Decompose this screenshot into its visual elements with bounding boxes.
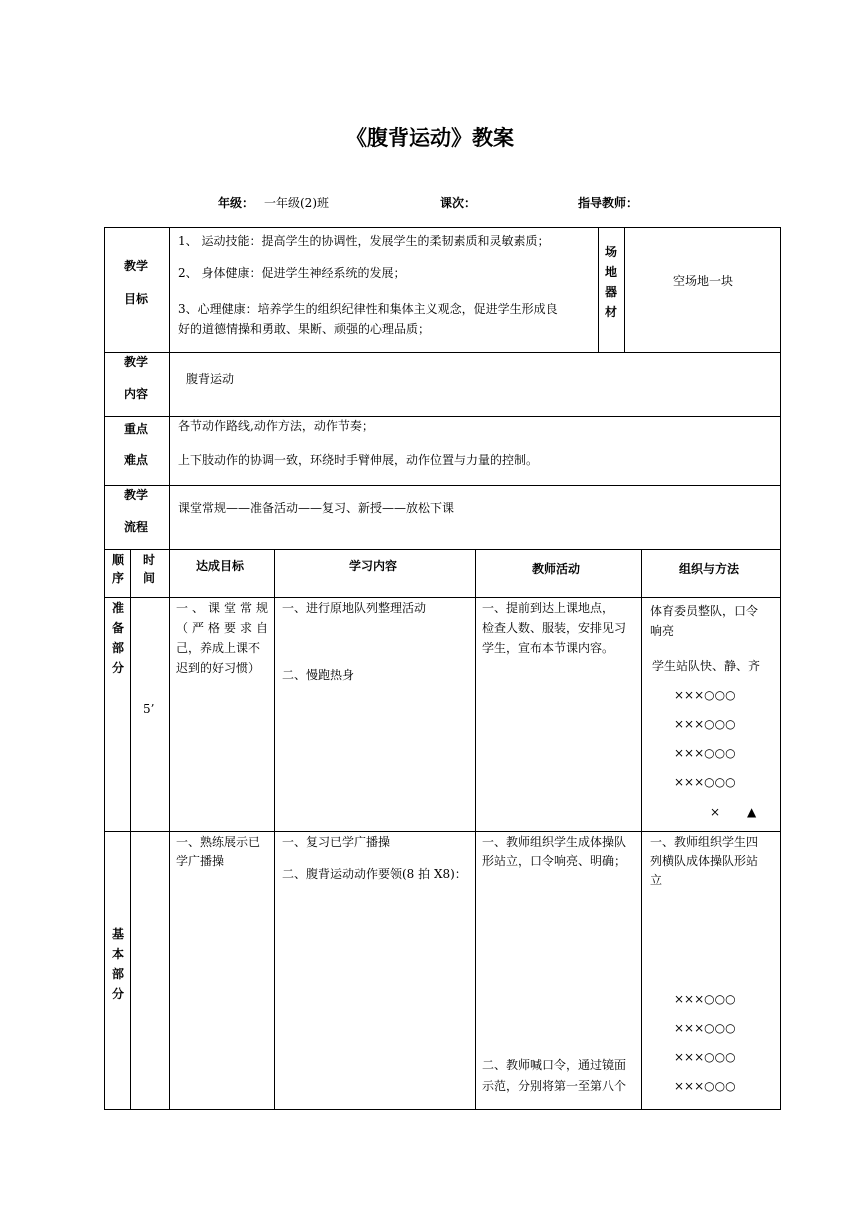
basic-teacher-1-line: 一、教师组织学生成体操队 bbox=[482, 835, 627, 849]
formation-row: ×××○○○ bbox=[674, 1021, 736, 1035]
formation-triangle-mark: ▲ bbox=[747, 805, 757, 819]
basic-org-line: 列横队成体操队形站 bbox=[650, 854, 759, 868]
prep-goal-line: 一、课堂常规 bbox=[176, 601, 268, 615]
col-divider bbox=[641, 549, 642, 1110]
flow-value: 课堂常规——准备活动——复习、新授——放松下课 bbox=[178, 501, 455, 515]
basic-teacher-1-line: 形站立，口令响亮、明确； bbox=[482, 854, 627, 868]
keypoints-line1: 各节动作路线,动作方法，动作节奏； bbox=[178, 419, 374, 433]
basic-label-char: 部 bbox=[112, 967, 125, 981]
col-divider bbox=[169, 549, 170, 1110]
prep-org-line: 响亮 bbox=[650, 624, 675, 638]
row-divider bbox=[104, 831, 781, 832]
teacher-label: 指导教师： bbox=[578, 196, 639, 210]
basic-learn-2: 二、腹背运动动作要领(8 拍 X8)： bbox=[282, 867, 467, 881]
basic-label-char: 本 bbox=[112, 947, 125, 961]
content-label-line1: 教学 bbox=[124, 355, 149, 369]
goal-item-3-line2: 好的道德情操和勇敢、果断、顽强的心理品质； bbox=[178, 322, 431, 336]
equipment-value: 空场地一块 bbox=[672, 274, 733, 288]
basic-org-line: 一、教师组织学生四 bbox=[650, 835, 759, 849]
goal-item-3-line1: 3、心理健康：培养学生的组织纪律性和集体主义观念，促进学生形成良 bbox=[178, 302, 558, 316]
col-header-time: 时 bbox=[143, 553, 156, 567]
equipment-label-char: 地 bbox=[605, 265, 618, 279]
goals-label-line2: 目标 bbox=[124, 292, 149, 306]
row-divider bbox=[104, 485, 781, 486]
content-value: 腹背运动 bbox=[186, 372, 235, 386]
col-divider bbox=[475, 549, 476, 1110]
content-label-line2: 内容 bbox=[124, 387, 149, 401]
basic-goal-line: 学广播操 bbox=[176, 854, 225, 868]
grade-value: 一年级(2)班 bbox=[264, 196, 329, 210]
formation-row: ×××○○○ bbox=[674, 717, 736, 731]
goal-item-1: 1、 运动技能：提高学生的协调性，发展学生的柔韧素质和灵敏素质； bbox=[178, 234, 550, 248]
basic-label-char: 分 bbox=[112, 987, 125, 1001]
prep-label-char: 分 bbox=[112, 661, 125, 675]
prep-goal-line: 迟到的好习惯） bbox=[176, 661, 261, 675]
prep-teacher-line: 学生，宣布本节课内容。 bbox=[482, 641, 615, 655]
goals-label-line1: 教学 bbox=[124, 259, 149, 273]
col-header-order: 序 bbox=[112, 571, 125, 585]
equipment-label-char: 场 bbox=[605, 245, 618, 259]
row-divider bbox=[104, 549, 781, 550]
basic-label-char: 基 bbox=[112, 927, 125, 941]
col-header-order: 顺 bbox=[112, 553, 125, 567]
prep-goal-line: （严格要求自 bbox=[176, 621, 268, 635]
formation-row: ×××○○○ bbox=[674, 775, 736, 789]
page-title: 《腹背运动》教案 bbox=[346, 126, 514, 150]
prep-time: 5’ bbox=[143, 702, 155, 716]
formation-teacher-mark: × bbox=[710, 805, 721, 819]
col-header-org: 组织与方法 bbox=[679, 562, 740, 576]
grade-label: 年级： bbox=[218, 196, 255, 210]
formation-row: ×××○○○ bbox=[674, 746, 736, 760]
prep-label-char: 备 bbox=[112, 621, 125, 635]
basic-learn-1: 一、复习已学广播操 bbox=[282, 835, 391, 849]
keypoints-line2: 上下肢动作的协调一致，环绕时手臂伸展，动作位置与力量的控制。 bbox=[178, 453, 539, 467]
prep-label-char: 部 bbox=[112, 641, 125, 655]
formation-row: ×××○○○ bbox=[674, 688, 736, 702]
col-divider bbox=[598, 227, 599, 352]
prep-learn-2: 二、慢跑热身 bbox=[282, 668, 355, 682]
basic-goal-line: 一、熟练展示已 bbox=[176, 835, 261, 849]
prep-goal-line: 己，养成上课不 bbox=[176, 641, 261, 655]
prep-org-note: 学生站队快、静、齐 bbox=[652, 659, 761, 673]
goal-item-2: 2、 身体健康：促进学生神经系统的发展； bbox=[178, 266, 406, 280]
col-divider bbox=[274, 549, 275, 1110]
flow-label-line2: 流程 bbox=[124, 520, 149, 534]
keypoints-label-line2: 难点 bbox=[124, 453, 149, 467]
equipment-label-char: 器 bbox=[605, 285, 618, 299]
lesson-label: 课次： bbox=[440, 196, 477, 210]
prep-org-line: 体育委员整队，口令 bbox=[650, 604, 759, 618]
prep-label-char: 准 bbox=[112, 601, 125, 615]
col-header-goal: 达成目标 bbox=[196, 559, 245, 573]
formation-row: ×××○○○ bbox=[674, 1079, 736, 1093]
col-header-teacher: 教师活动 bbox=[532, 562, 581, 576]
row-divider bbox=[104, 352, 781, 353]
keypoints-label-line1: 重点 bbox=[124, 422, 149, 436]
prep-learn-1: 一、进行原地队列整理活动 bbox=[282, 601, 427, 615]
row-divider bbox=[104, 597, 781, 598]
prep-teacher-line: 一、提前到达上课地点， bbox=[482, 601, 615, 615]
formation-row: ×××○○○ bbox=[674, 1050, 736, 1064]
col-divider bbox=[130, 549, 131, 1110]
formation-row: ×××○○○ bbox=[674, 992, 736, 1006]
prep-teacher-line: 检查人数、服装，安排见习 bbox=[482, 621, 627, 635]
col-header-time: 间 bbox=[143, 571, 156, 585]
col-header-learn: 学习内容 bbox=[349, 559, 398, 573]
equipment-label-char: 材 bbox=[605, 305, 618, 319]
basic-teacher-2-line: 二、教师喊口令，通过镜面 bbox=[482, 1058, 627, 1072]
flow-label-line1: 教学 bbox=[124, 488, 149, 502]
basic-teacher-2-line: 示范，分别将第一至第八个 bbox=[482, 1079, 627, 1093]
col-divider bbox=[169, 227, 170, 549]
basic-org-line: 立 bbox=[650, 873, 663, 887]
